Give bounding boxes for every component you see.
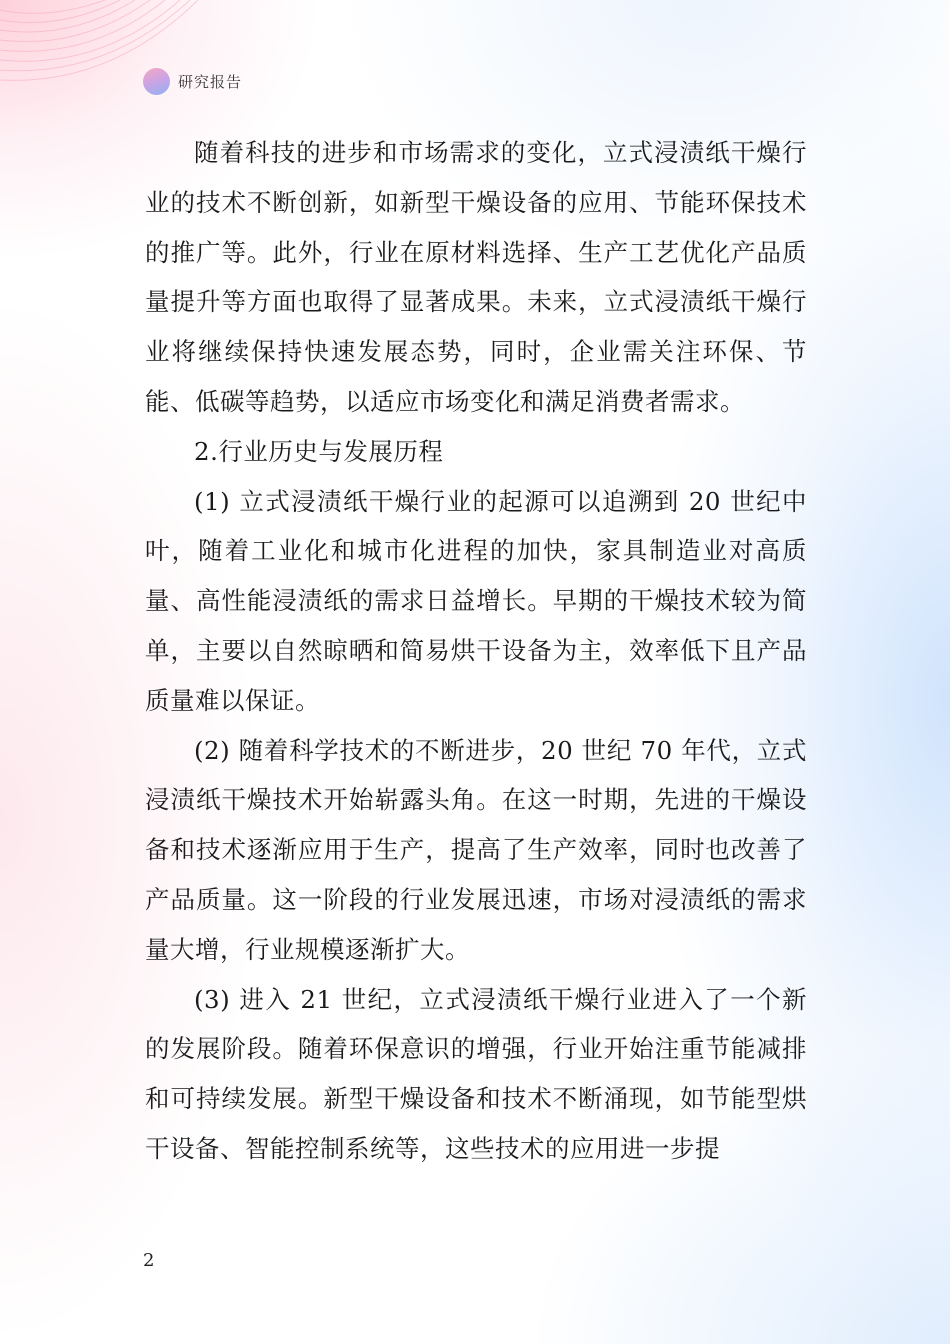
paragraph-history-1: (1) 立式浸渍纸干燥行业的起源可以追溯到 20 世纪中叶，随着工业化和城市化进程的加快，家具制造业对高质量、高性能浸渍纸的需求日益增长。早期的干燥技术较为简单，主要以自然晾晒和简易烘干设备为主，效率低下且产品质量难以保证。 (145, 486, 807, 715)
report-logo-icon (143, 68, 170, 95)
paragraph-history-3: (3) 进入 21 世纪，立式浸渍纸干燥行业进入了一个新的发展阶段。随着环保意识的增强，行业开始注重节能减排和可持续发展。新型干燥设备和技术不断涌现，如节能型烘干设备、智能控制系统等，这些技术的应用进一步提 (145, 984, 807, 1163)
page-header (143, 68, 242, 95)
page-number: 2 (143, 1250, 155, 1271)
paragraph-history-2: (2) 随着科学技术的不断进步，20 世纪 70 年代，立式浸渍纸干燥技术开始崭露头角。在这一时期，先进的干燥设备和技术逐渐应用于生产，提高了生产效率，同时也改善了产品质量。这一阶段的行业发展迅速，市场对浸渍纸的需求量大增，行业规模逐渐扩大。 (145, 735, 807, 964)
document-body (145, 128, 807, 1174)
header-label: 研究报告 (178, 73, 243, 91)
section-heading: 2.行业历史与发展历程 (194, 436, 444, 466)
decorative-swirl (0, 0, 200, 130)
paragraph-intro: 随着科技的进步和市场需求的变化，立式浸渍纸干燥行业的技术不断创新，如新型干燥设备的应用、节能环保技术的推广等。此外，行业在原材料选择、生产工艺优化产品质量提升等方面也取得了显著成果。未来，立式浸渍纸干燥行业将继续保持快速发展态势，同时，企业需关注环保、节能、低碳等趋势，以适应市场变化和满足消费者需求。 (145, 138, 807, 416)
